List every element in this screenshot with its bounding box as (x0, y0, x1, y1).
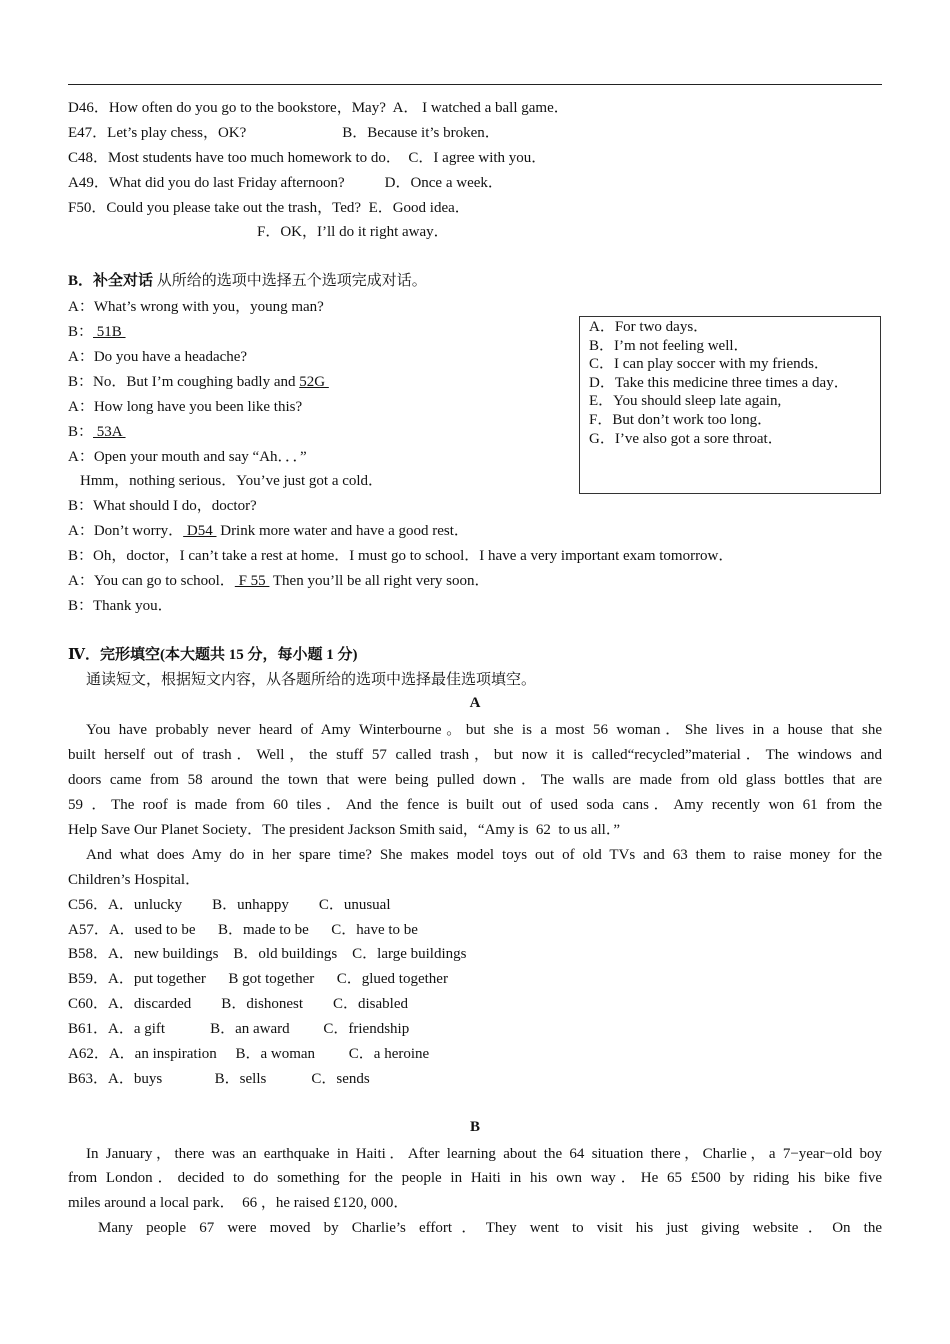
matching-row-46 (68, 98, 569, 118)
question-47: E47．Let’s play chess，OK? (68, 125, 247, 141)
dialogue-option: E．You should sleep late again, (589, 393, 782, 410)
option-b: B．Because it’s broken． (342, 125, 500, 141)
passage-a-line: 59 ．The roof is made from 60 tiles．And the fence is built out of used soda cans．Amy recently won 61 from the (68, 797, 882, 813)
choice-row: C60．A．discarded B．dishonest C．disabled (68, 996, 408, 1012)
dialogue-line (68, 571, 490, 591)
option-d: D．Once a week． (384, 175, 503, 191)
dialogue-line (68, 322, 126, 342)
passage-b-line: from London．decided to do something for the people in Haiti in his own way．He 65 £500 by riding his bike five (68, 1170, 882, 1186)
choice-row: A57．A．used to be B．made to be C．have to be (68, 922, 418, 938)
dialogue-options-box (579, 316, 881, 494)
matching-row-49 (68, 173, 503, 193)
matching-row-50 (68, 198, 470, 218)
dialogue-line (68, 372, 329, 392)
top-rule (68, 84, 882, 85)
matching-row-48 (68, 148, 546, 168)
dialogue-line: B：What should I do，doctor? (68, 498, 257, 514)
passage-a-title: A (469, 695, 481, 711)
answer-53: 53A (93, 424, 126, 440)
passage-b-line: Many people 67 were moved by Charlie’s effort．They went to visit his just giving website．On the (98, 1220, 882, 1236)
question-46: D46．How often do you go to the bookstore，May? (68, 100, 386, 116)
choice-row: B61．A．a gift B．an award C．friendship (68, 1021, 410, 1037)
dialogue-text: Drink more water and have a good rest． (216, 523, 469, 539)
choice-row: B59．A．put together B got together C．glued together (68, 971, 448, 987)
dialogue-option: D．Take this medicine three times a day． (589, 374, 849, 391)
cloze-heading: Ⅳ．完形填空(本大题共 15 分，每小题 1 分) (68, 647, 358, 663)
dialogue-option: A．For two days． (589, 319, 709, 335)
cloze-instruction: 通读短文，根据短文内容，从各题所给的选项中选择最佳选项填空。 (86, 672, 537, 688)
option-a: A． I watched a ball game． (392, 100, 569, 116)
question-50: F50．Could you please take out the trash，Ted? (68, 200, 362, 216)
passage-a-line: And what does Amy do in her spare time? She makes model toys out of old TVs and 63 them to raise money for the (86, 847, 882, 863)
question-49: A49．What did you do last Friday afternoon? (68, 175, 345, 191)
option-c: C．I agree with you． (408, 150, 547, 166)
passage-b-title: B (469, 1119, 480, 1135)
answer-54: D54 (183, 523, 217, 539)
speaker: B： (68, 424, 94, 440)
dialogue-option: B．I’m not feeling well． (589, 337, 749, 354)
choice-row: A62．A．an inspiration B．a woman C．a heroine (68, 1046, 430, 1062)
answer-52: 52G (299, 374, 329, 390)
dialogue-line: A：Open your mouth and say “Ah．．．” (68, 449, 307, 465)
passage-b-line: miles around a local park． 66 ，he raised £120, 000． (68, 1195, 409, 1211)
answer-51: 51B (93, 324, 126, 340)
dialogue-line: A：How long have you been like this? (68, 399, 303, 415)
passage-a-line: built herself out of trash．Well，the stuff 57 called trash，but now it is called“recycled”material．The windows and (68, 747, 882, 763)
option-f: F．OK，I’ll do it right away． (257, 224, 449, 240)
passage-a-line: Children’s Hospital． (68, 872, 201, 888)
matching-row-47 (68, 123, 500, 143)
passage-b-line: In January，there was an earthquake in Haiti．After learning about the 64 situation there，Charlie，a 7−year−old boy (86, 1146, 882, 1162)
dialogue-heading-text: 从所给的选项中选择五个选项完成对话。 (153, 273, 427, 289)
dialogue-line: B：Thank you． (68, 598, 173, 614)
dialogue-heading-bold: B．补全对话 (68, 273, 154, 289)
dialogue-line (68, 521, 469, 541)
dialogue-option: C．I can play soccer with my friends． (589, 356, 829, 373)
dialogue-heading (68, 271, 427, 291)
choice-row: B63．A．buys B．sells C．sends (68, 1071, 370, 1087)
dialogue-line: A：Do you have a headache? (68, 349, 248, 365)
dialogue-line: B：Oh，doctor，I can’t take a rest at home．I must go to school．I have a very important exam tomorrow． (68, 548, 734, 564)
dialogue-option: F．But don’t work too long． (589, 411, 773, 428)
dialogue-option: G．I’ve also got a sore throat． (589, 430, 783, 447)
passage-a-line: Help Save Our Planet Society．The president Jackson Smith said，“Amy is 62 to us all．” (68, 822, 620, 838)
choice-row: B58．A．new buildings B．old buildings C．large buildings (68, 946, 467, 962)
speaker: B： (68, 324, 94, 340)
dialogue-text: Then you’ll be all right very soon． (269, 573, 490, 589)
choice-row: C56．A．unlucky B．unhappy C．unusual (68, 897, 391, 913)
question-48: C48．Most students have too much homework to do． (68, 150, 401, 166)
dialogue-line (68, 422, 126, 442)
dialogue-text: A：You can go to school． (68, 573, 235, 589)
dialogue-line: A：What’s wrong with you，young man? (68, 299, 324, 315)
passage-a-line: You have probably never heard of Amy Winterbourne。but she is a most 56 woman．She lives in a house that she (86, 722, 882, 738)
dialogue-line: Hmm，nothing serious．You’ve just got a cold． (80, 473, 384, 489)
answer-55: F 55 (234, 573, 270, 589)
option-e: E．Good idea． (368, 200, 470, 216)
dialogue-text: A：Don’t worry． (68, 523, 184, 539)
dialogue-text: B：No．But I’m coughing badly and (68, 374, 300, 390)
passage-a-line: doors came from 58 around the town that were being pulled down．The walls are made from old glass bottles that are (68, 772, 882, 788)
